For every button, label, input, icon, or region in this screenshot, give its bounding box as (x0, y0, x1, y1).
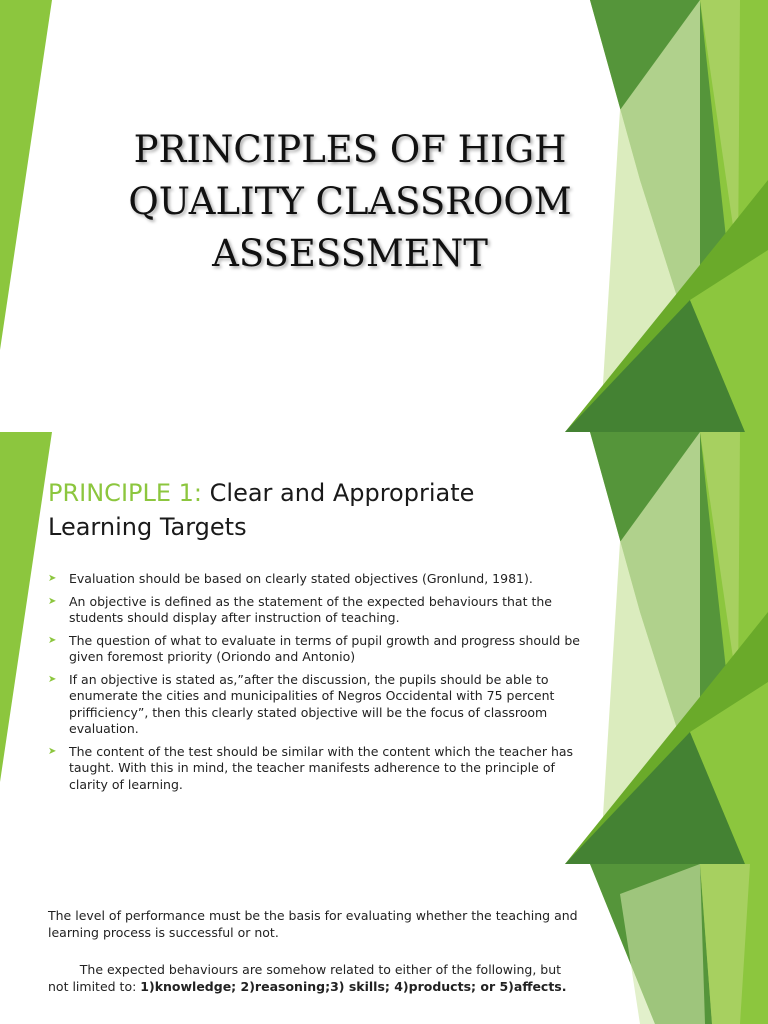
title-line: ASSESSMENT (212, 232, 488, 275)
behaviours-paragraph (48, 961, 583, 995)
behaviour-categories: 1)knowledge; 2)reasoning;3) skills; 4)products; or 5)affects. (140, 979, 567, 994)
title-line: QUALITY CLASSROOM (128, 180, 572, 223)
bullet-text: The question of what to evaluate in terms of pupil growth and progress should be given foremost priority (Oriondo and Antonio) (69, 632, 580, 664)
green-arrow-bullet-icon: ➤ (48, 745, 57, 757)
bullet-text: The content of the test should be similar with the content which the teacher has taught. With this in mind, the teacher manifests adherence to the principle of clarity of learning. (69, 743, 574, 792)
title-slide (0, 0, 768, 432)
performance-paragraph: The level of performance must be the basis for evaluating whether the teaching and learning process is successful or not. (48, 908, 578, 940)
bullet-text: Evaluation should be based on clearly stated objectives (Gronlund, 1981). (69, 571, 533, 586)
green-arrow-bullet-icon: ➤ (48, 634, 57, 646)
performance-slide (0, 864, 768, 1024)
bullet-text: If an objective is stated as,”after the discussion, the pupils should be able to enumerate the cities and municipalities of Negros Occidental with 75 percent prifficiency”, then this clearly stated objective will be the focus of classroom evaluation. (69, 671, 555, 736)
list-item (48, 594, 583, 627)
bullet-text: An objective is defined as the statement of the expected behaviours that the students should display after instruction of teaching. (69, 593, 552, 625)
green-arrow-bullet-icon: ➤ (48, 573, 57, 584)
presentation-title (95, 124, 605, 280)
list-item (48, 744, 583, 794)
principle-1-slide (0, 432, 768, 864)
behaviours-text: The expected behaviours are somehow related to either of the following, but not limited to: (48, 962, 566, 994)
list-item (48, 672, 583, 738)
principle-heading (48, 476, 568, 544)
principle-title: Clear and Appropriate Learning Targets (48, 479, 475, 541)
green-arrow-bullet-icon: ➤ (48, 595, 57, 607)
title-line: PRINCIPLES OF HIGH (133, 128, 567, 171)
principle-number: PRINCIPLE 1: (48, 479, 203, 507)
green-arrow-bullet-icon: ➤ (48, 673, 57, 685)
list-item (48, 571, 583, 588)
list-item (48, 633, 583, 666)
principle-bullet-list (48, 571, 583, 799)
green-facet-decoration (0, 864, 768, 1024)
